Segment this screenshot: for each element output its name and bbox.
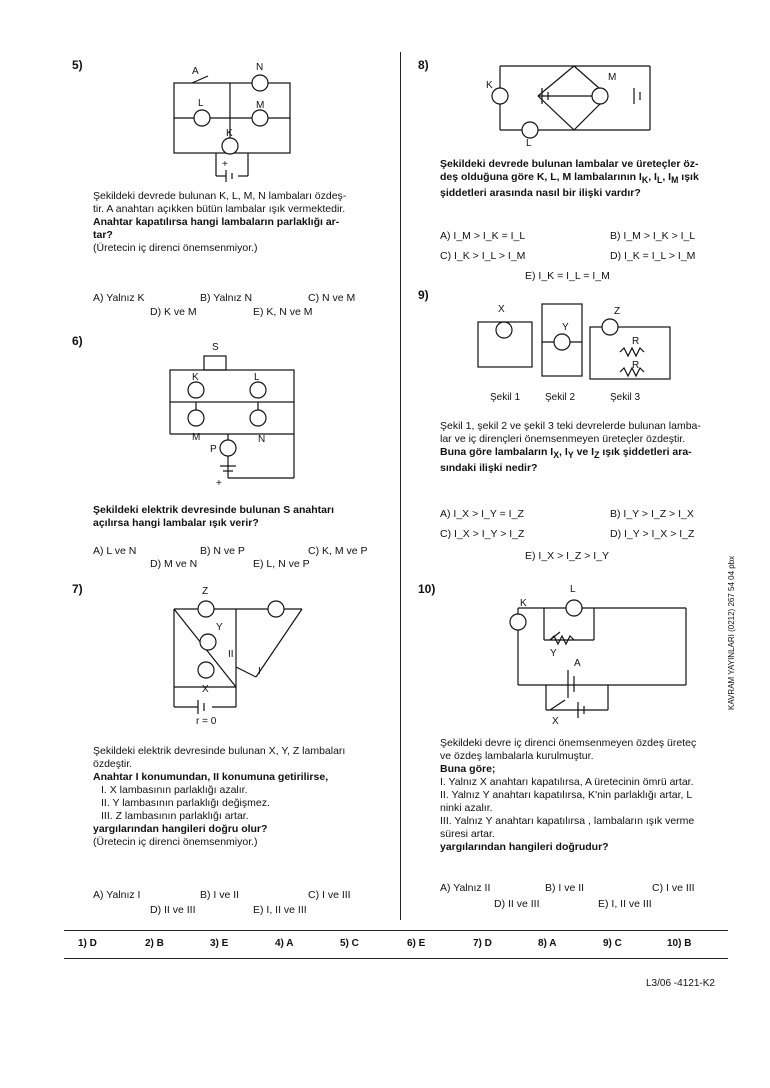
q10-item-3-cont: süresi artar. xyxy=(440,828,495,840)
q10-option-b[interactable]: B) I ve II xyxy=(545,882,585,894)
q5-label-a: A xyxy=(192,66,199,77)
answer-10: 10) B xyxy=(667,938,692,949)
answer-5: 5) C xyxy=(340,938,359,949)
q5-label-k: K xyxy=(226,128,233,139)
answer-2: 2) B xyxy=(145,938,164,949)
q6-label-l: L xyxy=(254,372,260,383)
q10-text-line2: ve özdeş lambalarla kurulmuştur. xyxy=(440,750,594,762)
page-footer-code: L3/06 -4121-K2 xyxy=(646,978,715,989)
q8-option-c[interactable]: C) I_K > I_L > I_M xyxy=(440,250,526,262)
q7-item-2: II. Y lambasının parlaklığı değişmez. xyxy=(101,797,270,809)
q10-text xyxy=(440,737,730,854)
q6-option-d[interactable]: D) M ve N xyxy=(150,558,198,570)
q5-question-line1: Anahtar kapatılırsa hangi lambaların parlaklığı ar- xyxy=(93,216,340,228)
q9-label-z: Z xyxy=(614,306,621,317)
publisher-side-text: KAVRAM YAYINLARI (0212) 267 54 04 pbx xyxy=(727,555,736,710)
q6-question-line2: açılırsa hangi lambalar ışık verir? xyxy=(93,517,259,529)
q9-option-e[interactable]: E) I_X > I_Z > I_Y xyxy=(525,550,610,562)
q7-label-x: X xyxy=(202,684,209,695)
q7-label-ii: II xyxy=(228,649,234,660)
q6-option-e[interactable]: E) L, N ve P xyxy=(253,558,310,570)
q8-label-k: K xyxy=(486,80,493,91)
q5-option-e[interactable]: E) K, N ve M xyxy=(253,306,313,318)
question-number-8: 8) xyxy=(418,58,429,72)
question-number-6: 6) xyxy=(72,334,83,348)
q9-option-c[interactable]: C) I_X > I_Y > I_Z xyxy=(440,528,525,540)
answer-6: 6) E xyxy=(407,938,426,949)
q6-option-a[interactable]: A) L ve N xyxy=(93,545,137,557)
q6-text xyxy=(93,504,393,530)
q7-item-3: III. Z lambasının parlaklığı artar. xyxy=(101,810,249,822)
q9-label-r2: R xyxy=(632,360,640,371)
q9-label-x: X xyxy=(498,304,505,315)
answer-4: 4) A xyxy=(275,938,294,949)
q10-circuit-diagram xyxy=(490,580,700,730)
q8-question-line2: deş olduğuna göre K, L, M lambalarının $I_K$, $I_L$, $I_M$ ışık xyxy=(440,171,699,186)
svg-text:+: + xyxy=(216,478,222,489)
q5-label-l: L xyxy=(198,98,204,109)
q8-option-e[interactable]: E) I_K = I_L = I_M xyxy=(525,270,610,282)
q10-item-3: III. Yalnız Y anahtarı kapatılırsa , lambaların ışık verme xyxy=(440,815,695,827)
q9-option-b[interactable]: B) I_Y > I_Z > I_X xyxy=(610,508,694,520)
q8-label-m: M xyxy=(608,72,617,83)
q10-label-k: K xyxy=(520,598,527,609)
q10-item-1: I. Yalnız X anahtarı kapatılırsa, A üretecinin ömrü artar. xyxy=(440,776,694,788)
q7-option-a[interactable]: A) Yalnız I xyxy=(93,889,141,901)
q9-label-y: Y xyxy=(562,322,569,333)
q9-question-line1: Buna göre lambaların $I_X$, $I_Y$ ve $I_Z$ ışık şiddetleri ara- xyxy=(440,446,692,461)
answer-9: 9) C xyxy=(603,938,622,949)
q5-note: (Üretecin iç direnci önemsenmiyor.) xyxy=(93,242,258,254)
q6-option-b[interactable]: B) N ve P xyxy=(200,545,245,557)
q8-text xyxy=(440,158,740,200)
q5-text xyxy=(93,190,393,255)
q5-option-b[interactable]: B) Yalnız N xyxy=(200,292,253,304)
q8-circuit-diagram xyxy=(478,58,668,148)
q10-text-line1: Şekildeki devre iç direnci önemsenmeyen özdeş üreteç xyxy=(440,737,697,749)
q8-question-line1: Şekildeki devrede bulunan lambalar ve üreteçler öz- xyxy=(440,158,699,170)
q9-text-line2: lar ve iç dirençleri önemsenmeyen üreteçler özdeştir. xyxy=(440,433,686,445)
answer-key-bottom-rule xyxy=(64,958,728,959)
q9-text xyxy=(440,420,740,475)
q6-circuit-diagram xyxy=(160,338,310,493)
q7-note: (Üretecin iç direnci önemsenmiyor.) xyxy=(93,836,258,848)
q9-option-a[interactable]: A) I_X > I_Y = I_Z xyxy=(440,508,524,520)
q8-option-d[interactable]: D) I_K = I_L > I_M xyxy=(610,250,696,262)
q7-text-line1: Şekildeki elektrik devresinde bulunan X, Y, Z lambaları xyxy=(93,745,346,757)
q8-question-line3: şiddetleri arasında nasıl bir ilişki vardır? xyxy=(440,187,641,200)
q5-label-n: N xyxy=(256,62,264,73)
q5-text-line1: Şekildeki devrede bulunan K, L, M, N lambaları özdeş- xyxy=(93,190,347,202)
q7-label-r: r = 0 xyxy=(196,716,217,727)
q9-text-line1: Şekil 1, şekil 2 ve şekil 3 teki devrelerde bulunan lamba- xyxy=(440,420,701,432)
q7-item-1: I. X lambasının parlaklığı azalır. xyxy=(101,784,248,796)
q10-option-e[interactable]: E) I, II ve III xyxy=(598,898,652,910)
q9-circuit-diagram xyxy=(470,292,690,402)
question-number-9: 9) xyxy=(418,288,429,302)
q7-label-i: I xyxy=(258,666,261,677)
question-number-10: 10) xyxy=(418,582,436,596)
q7-question-line1: Anahtar I konumundan, II konumuna getirilirse, xyxy=(93,771,329,783)
q6-label-k: K xyxy=(192,372,199,383)
q6-label-m: M xyxy=(192,432,201,443)
answer-8: 8) A xyxy=(538,938,557,949)
q6-label-s: S xyxy=(212,342,219,353)
column-divider xyxy=(400,52,401,920)
q7-label-z: Z xyxy=(202,586,209,597)
q7-option-d[interactable]: D) II ve III xyxy=(150,904,196,916)
q10-label-a: A xyxy=(574,658,581,669)
svg-text:+: + xyxy=(222,159,228,170)
answer-1: 1) D xyxy=(78,938,97,949)
q7-option-e[interactable]: E) I, II ve III xyxy=(253,904,307,916)
q10-label-l: L xyxy=(570,584,576,595)
q10-label-y: Y xyxy=(550,648,557,659)
answer-7: 7) D xyxy=(473,938,492,949)
q6-label-n: N xyxy=(258,434,266,445)
q10-item-2-cont: ninki azalır. xyxy=(440,802,493,814)
q9-label-r1: R xyxy=(632,336,640,347)
q9-caption-3: Şekil 3 xyxy=(610,392,641,402)
q5-question-line2: tar? xyxy=(93,229,113,241)
q8-label-l: L xyxy=(526,138,532,148)
q7-label-y: Y xyxy=(216,622,223,633)
question-number-7: 7) xyxy=(72,582,83,596)
q10-label-x: X xyxy=(552,716,559,727)
q9-caption-1: Şekil 1 xyxy=(490,392,521,402)
q10-option-d[interactable]: D) II ve III xyxy=(494,898,540,910)
q10-item-2: II. Yalnız Y anahtarı kapatılırsa, K'nin parlaklığı artar, L xyxy=(440,789,693,801)
q7-text xyxy=(93,745,393,849)
q9-question-line2: sındaki ilişki nedir? xyxy=(440,462,538,475)
q5-label-m: M xyxy=(256,100,265,111)
q5-option-a[interactable]: A) Yalnız K xyxy=(93,292,145,304)
q10-question-line2: yargılarından hangileri doğrudur? xyxy=(440,841,609,853)
q7-question-line2: yargılarından hangileri doğru olur? xyxy=(93,823,268,835)
q8-option-a[interactable]: A) I_M > I_K = I_L xyxy=(440,230,526,242)
question-number-5: 5) xyxy=(72,58,83,72)
q5-option-d[interactable]: D) K ve M xyxy=(150,306,197,318)
q10-question-line1: Buna göre; xyxy=(440,763,496,775)
answer-key-top-rule xyxy=(64,930,728,931)
q6-option-c[interactable]: C) K, M ve P xyxy=(308,545,368,557)
q8-option-b[interactable]: B) I_M > I_K > I_L xyxy=(610,230,696,242)
q6-question-line1: Şekildeki elektrik devresinde bulunan S anahtarı xyxy=(93,504,335,516)
q7-circuit-diagram xyxy=(160,582,320,732)
q9-caption-2: Şekil 2 xyxy=(545,392,576,402)
q5-text-line2: tir. A anahtarı açıkken bütün lambalar ışık vermektedir. xyxy=(93,203,346,215)
q10-option-c[interactable]: C) I ve III xyxy=(652,882,695,894)
q5-option-c[interactable]: C) N ve M xyxy=(308,292,356,304)
q7-text-line2: özdeştir. xyxy=(93,758,133,770)
q6-label-p: P xyxy=(210,444,217,455)
q7-option-c[interactable]: C) I ve III xyxy=(308,889,351,901)
q10-option-a[interactable]: A) Yalnız II xyxy=(440,882,491,894)
answer-3: 3) E xyxy=(210,938,229,949)
q7-option-b[interactable]: B) I ve II xyxy=(200,889,240,901)
q5-circuit-diagram xyxy=(160,58,310,188)
q9-option-d[interactable]: D) I_Y > I_X > I_Z xyxy=(610,528,695,540)
